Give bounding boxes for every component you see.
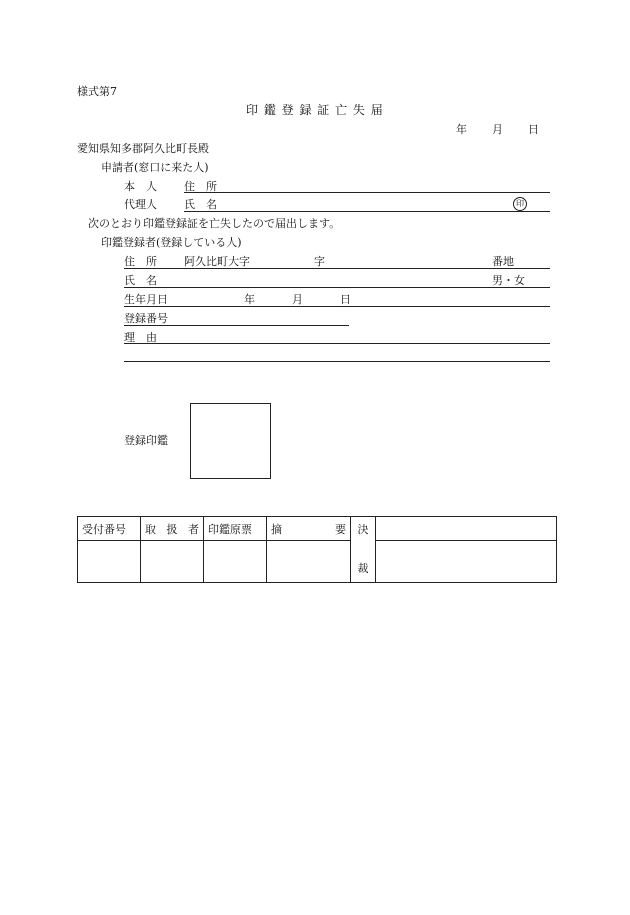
- reason-label: 理 由: [124, 331, 157, 344]
- applicant-heading: 申請者(窓口に来た人): [101, 161, 209, 174]
- approval-stamp-top[interactable]: [376, 517, 557, 541]
- handler-cell[interactable]: [141, 541, 204, 583]
- stamp-label: 登録印鑑: [124, 434, 168, 447]
- applicant-name-line[interactable]: [184, 211, 550, 212]
- form-number: 様式第7: [77, 85, 117, 98]
- seal-original-header: 印鑑原票: [204, 517, 267, 541]
- summary-cell[interactable]: [267, 541, 351, 583]
- receipt-no-cell[interactable]: [78, 541, 141, 583]
- registrant-aza: 字: [314, 255, 325, 268]
- birth-label: 生年月日: [124, 293, 168, 306]
- birth-day: 日: [340, 293, 351, 306]
- receipt-no-header: 受付番号: [78, 517, 141, 541]
- handler-char: 扱: [166, 522, 178, 536]
- date-month: 月: [492, 123, 503, 136]
- reg-no-line[interactable]: [124, 325, 349, 326]
- registrant-address-label: 住 所: [124, 255, 157, 268]
- date-day: 日: [528, 123, 539, 136]
- approval-stamp-cell[interactable]: [376, 541, 557, 583]
- registrant-name-label: 氏 名: [124, 274, 157, 287]
- summary-char: 要: [335, 522, 346, 536]
- applicant-address-label: 住 所: [184, 180, 217, 193]
- registrant-banchi: 番地: [492, 255, 514, 268]
- approval-top: 決: [351, 517, 376, 541]
- applicant-self-label: 本 人: [124, 180, 157, 193]
- birth-month: 月: [292, 293, 303, 306]
- applicant-address-line[interactable]: [184, 192, 550, 193]
- summary-header: [267, 517, 351, 541]
- office-use-table: [77, 516, 557, 583]
- form-title: 印 鑑 登 録 証 亡 失 届: [246, 103, 384, 117]
- applicant-proxy-label: 代理人: [124, 198, 157, 211]
- reason-line-1[interactable]: [124, 343, 550, 344]
- handler-char: 者: [188, 522, 199, 536]
- applicant-name-label: 氏 名: [184, 198, 217, 211]
- registrant-address-prefix: 阿久比町大字: [184, 255, 250, 268]
- summary-char: 摘: [271, 522, 282, 536]
- seal-original-cell[interactable]: [204, 541, 267, 583]
- addressee: 愛知県知多郡阿久比町長殿: [77, 142, 209, 155]
- date-year: 年: [456, 123, 467, 136]
- stamp-box[interactable]: [190, 403, 271, 479]
- registrant-address-line[interactable]: [124, 268, 550, 269]
- reg-no-label: 登録番号: [124, 312, 168, 325]
- birth-year: 年: [244, 293, 255, 306]
- seal-mark: 印: [513, 197, 527, 211]
- handler-char: 取: [145, 522, 156, 536]
- registrant-heading: 印鑑登録者(登録している人): [101, 236, 242, 249]
- registrant-name-line[interactable]: [124, 287, 550, 288]
- approval-bottom: 裁: [351, 541, 376, 583]
- registrant-gender: 男・女: [492, 274, 525, 287]
- birth-line[interactable]: [124, 306, 550, 307]
- handler-header: [141, 517, 204, 541]
- statement: 次のとおり印鑑登録証を亡失したので届出します。: [88, 217, 341, 230]
- reason-line-2[interactable]: [124, 361, 550, 362]
